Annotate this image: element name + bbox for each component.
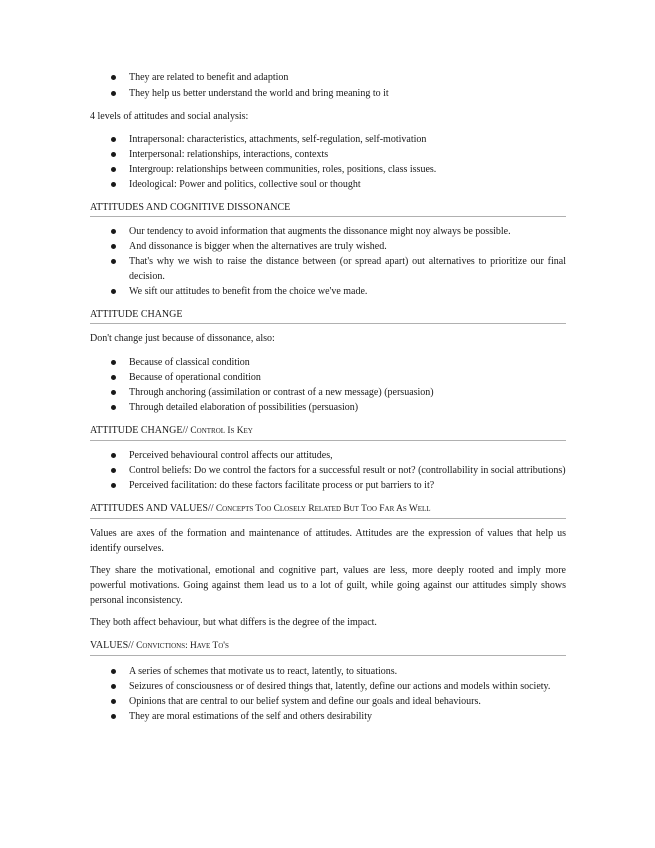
list-item: Perceived behavioural control affects our attitudes, <box>90 448 566 463</box>
bullet-icon <box>111 405 116 410</box>
list-item: Because of classical condition <box>90 355 566 370</box>
bullet-icon <box>111 244 116 249</box>
list-item: And dissonance is bigger when the alternatives are truly wished. <box>90 239 566 254</box>
bullet-icon <box>111 182 116 187</box>
list-item: Our tendency to avoid information that augments the dissonance might noy always be possible. <box>90 224 566 239</box>
list-item: Ideological: Power and politics, collective soul or thought <box>90 177 566 192</box>
bullet-icon <box>111 699 116 704</box>
list-item: Control beliefs: Do we control the factors for a successful result or not? (controllability in social attributions) <box>90 463 566 478</box>
bullet-icon <box>111 75 116 80</box>
control-bullet-list <box>90 448 566 493</box>
list-item: That's why we wish to raise the distance between (or spread apart) out alternatives to prioritize our final decision. <box>90 254 566 284</box>
levels-bullet-list <box>90 132 566 192</box>
list-item: They help us better understand the world and bring meaning to it <box>90 86 566 101</box>
bullet-icon <box>111 167 116 172</box>
dissonance-bullet-list <box>90 224 566 299</box>
list-item: Perceived facilitation: do these factors facilitate process or put barriers to it? <box>90 478 566 493</box>
list-item: Seizures of consciousness or of desired things that, latently, define our actions and models within society. <box>90 679 566 694</box>
bullet-icon <box>111 91 116 96</box>
section-heading-control: ATTITUDE CHANGE// Control Is Key <box>90 423 566 441</box>
section-heading-attitude-change: ATTITUDE CHANGE <box>90 307 566 324</box>
bullet-icon <box>111 229 116 234</box>
attitude-change-intro: Don't change just because of dissonance, also: <box>90 333 275 344</box>
bullet-icon <box>111 483 116 488</box>
values-paragraph-3: They both affect behaviour, but what differs is the degree of the impact. <box>90 617 377 628</box>
list-item: Intrapersonal: characteristics, attachments, self-regulation, self-motivation <box>90 132 566 147</box>
bullet-icon <box>111 375 116 380</box>
list-item: Because of operational condition <box>90 370 566 385</box>
section-heading-dissonance: ATTITUDES AND COGNITIVE DISSONANCE <box>90 200 566 217</box>
values-paragraph-1: Values are axes of the formation and maintenance of attitudes. Attitudes are the expression of values that help us identify ourselves. <box>90 528 566 554</box>
bullet-icon <box>111 152 116 157</box>
list-item: They are related to benefit and adaption <box>90 70 566 85</box>
attitude-change-bullet-list <box>90 355 566 415</box>
levels-intro: 4 levels of attitudes and social analysis: <box>90 111 249 122</box>
list-item: A series of schemes that motivate us to react, latently, to situations. <box>90 664 566 679</box>
list-item: Intergroup: relationships between communities, roles, positions, class issues. <box>90 162 566 177</box>
list-item: Through detailed elaboration of possibilities (persuasion) <box>90 400 566 415</box>
list-item: They are moral estimations of the self and others desirability <box>90 709 566 724</box>
top-bullet-list <box>90 70 566 101</box>
values-paragraph-2: They share the motivational, emotional and cognitive part, values are less, more deeply rooted and imply more powerful motivations. Going against them lead us to a lot of guilt, while going against our attitudes simply shows personal inconsistency. <box>90 565 566 606</box>
bullet-icon <box>111 714 116 719</box>
list-item: Interpersonal: relationships, interactions, contexts <box>90 147 566 162</box>
list-item: We sift our attitudes to benefit from the choice we've made. <box>90 284 566 299</box>
list-item: Through anchoring (assimilation or contrast of a new message) (persuasion) <box>90 385 566 400</box>
section-heading-convictions: VALUES// Convictions: Have To's <box>90 638 566 656</box>
list-item: Opinions that are central to our belief system and define our goals and ideal behaviours. <box>90 694 566 709</box>
bullet-icon <box>111 684 116 689</box>
document-page <box>90 70 566 724</box>
bullet-icon <box>111 669 116 674</box>
convictions-bullet-list <box>90 664 566 724</box>
section-heading-values: ATTITUDES AND VALUES// Concepts Too Closely Related But Too Far As Well <box>90 501 566 519</box>
bullet-icon <box>111 468 116 473</box>
bullet-icon <box>111 390 116 395</box>
bullet-icon <box>111 137 116 142</box>
bullet-icon <box>111 289 116 294</box>
bullet-icon <box>111 453 116 458</box>
bullet-icon <box>111 360 116 365</box>
bullet-icon <box>111 259 116 264</box>
